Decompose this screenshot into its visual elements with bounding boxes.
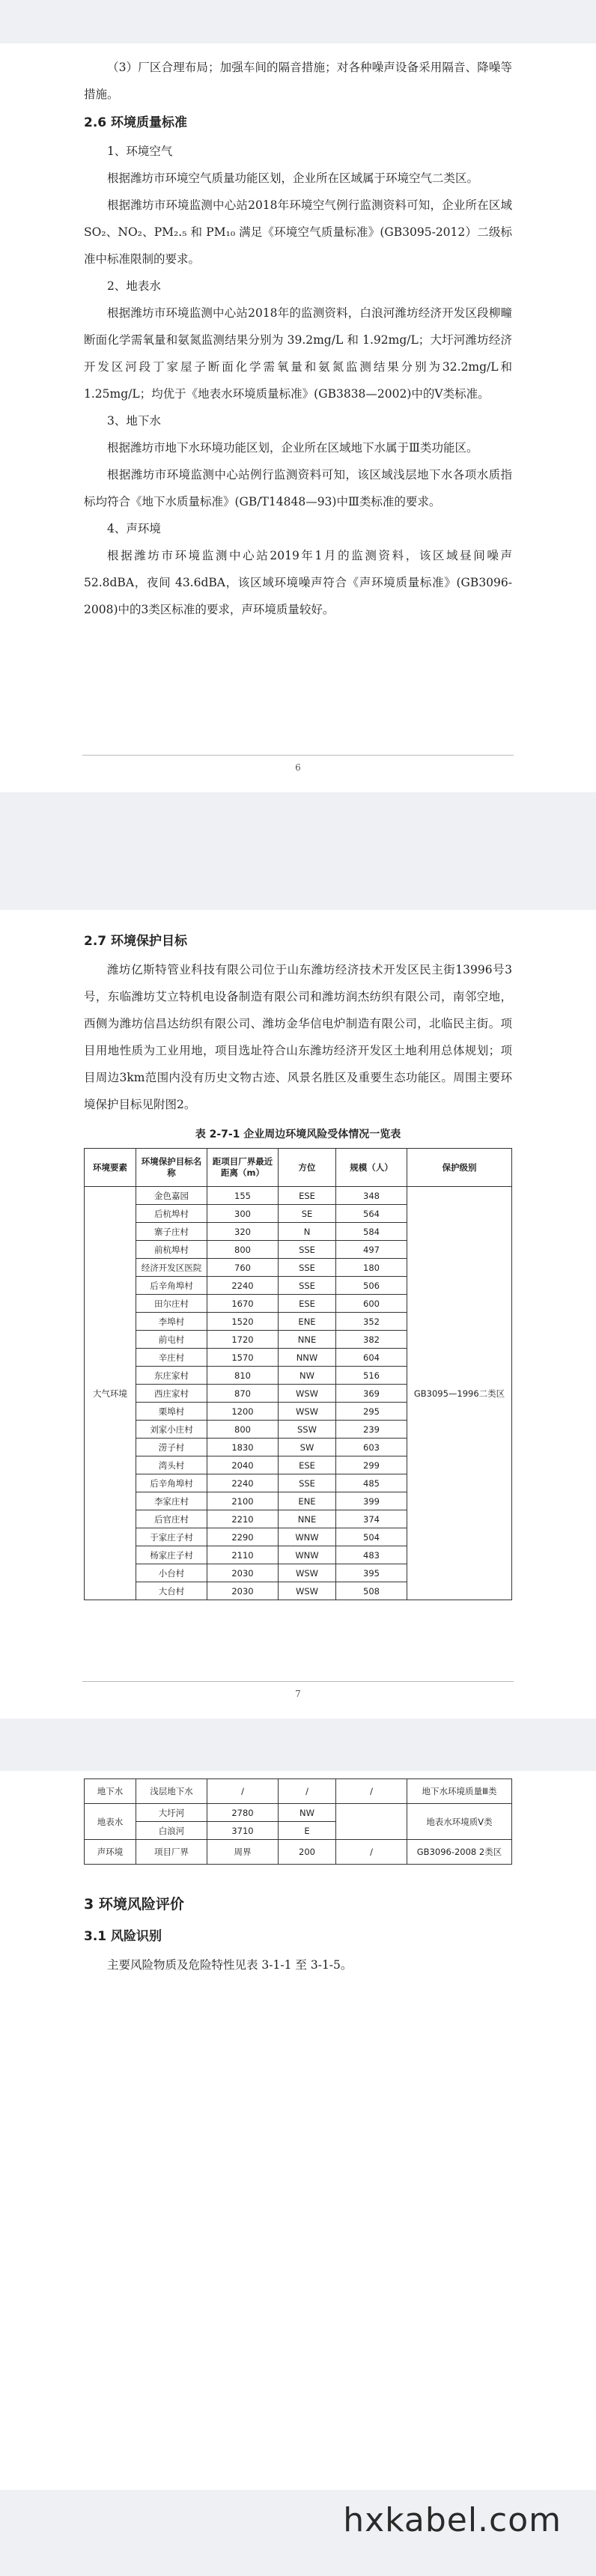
groundwater-heading: 3、地下水 [107, 414, 161, 428]
page-number: 7 [295, 1689, 301, 1699]
cell-distance: 2030 [207, 1582, 279, 1600]
cell-scale: 564 [336, 1205, 407, 1223]
site-watermark: hxkabel.com [343, 2501, 562, 2539]
table-caption: 表 2-7-1 企业周边环境风险受体情况一览表 [195, 1128, 401, 1140]
cell-direction: SSE [279, 1259, 336, 1277]
cell-distance: 2110 [207, 1546, 279, 1564]
receptor-table-continued [84, 1778, 512, 1865]
cell-scale: 299 [336, 1456, 407, 1474]
cell-scale: 382 [336, 1331, 407, 1349]
cell-scale: 295 [336, 1403, 407, 1421]
cell-target: 大圩河 [136, 1804, 207, 1822]
cell-direction: SSE [279, 1241, 336, 1259]
cell-scale: 239 [336, 1421, 407, 1439]
noise-paragraph: 根据潍坊市环境监测中心站2019年1月的监测资料，该区域昼间噪声 52.8dBA，夜间 43.6dBA，该区域环境噪声符合《声环境质量标准》(GB3096-2008)中的3类区标准的要求，声环境质量较好。 [84, 549, 512, 616]
cell-distance: 2240 [207, 1277, 279, 1295]
cell-distance: 2290 [207, 1528, 279, 1546]
cell-distance: 870 [207, 1385, 279, 1403]
table-row [85, 1804, 512, 1822]
cell-distance: 2100 [207, 1492, 279, 1510]
air-rows [85, 1187, 512, 1600]
cell-distance: 800 [207, 1241, 279, 1259]
header-direction: 方位 [279, 1149, 336, 1187]
cell-target: 栗埠村 [136, 1403, 207, 1421]
cell-direction: ENE [279, 1313, 336, 1331]
cell-target: 白浪河 [136, 1822, 207, 1840]
cell-direction: SSW [279, 1421, 336, 1439]
risk-receptor-table [84, 1148, 512, 1600]
header-element: 环境要素 [85, 1149, 136, 1187]
cell-direction: WSW [279, 1582, 336, 1600]
cell-target: 前屯村 [136, 1331, 207, 1349]
cell-distance: 1830 [207, 1439, 279, 1456]
cell-target: 李埠村 [136, 1313, 207, 1331]
chapter-heading-3: 3 环境风险评价 [84, 1896, 184, 1913]
cell-scale: 352 [336, 1313, 407, 1331]
cell-target: 项目厂界 [136, 1840, 207, 1865]
cell-level: 地下水环境质量Ⅲ类 [407, 1779, 512, 1804]
cell-direction: SSE [279, 1277, 336, 1295]
cell-scale [336, 1804, 407, 1840]
cell-scale: 604 [336, 1349, 407, 1367]
cell-target: 前杭埠村 [136, 1241, 207, 1259]
cell-direction: SSE [279, 1474, 336, 1492]
cell-direction: ESE [279, 1456, 336, 1474]
cell-direction: ENE [279, 1492, 336, 1510]
cell-direction: ESE [279, 1187, 336, 1205]
cell-direction: SW [279, 1439, 336, 1456]
cell-scale: 508 [336, 1582, 407, 1600]
cell-direction: 200 [279, 1840, 336, 1865]
footer-rule [82, 1681, 514, 1682]
cell-distance: 800 [207, 1421, 279, 1439]
cell-scale: 180 [336, 1259, 407, 1277]
cell-distance: 1570 [207, 1349, 279, 1367]
intro-paragraph: （3）厂区合理布局；加强车间的隔音措施；对各种噪声设备采用隔音、降噪等措施。 [84, 61, 512, 101]
cell-target: 刘家小庄村 [136, 1421, 207, 1439]
header-scale: 规模（人） [336, 1149, 407, 1187]
cell-direction: NNE [279, 1331, 336, 1349]
cell-scale: 485 [336, 1474, 407, 1492]
cell-target: 小台村 [136, 1564, 207, 1582]
cell-distance: 2030 [207, 1564, 279, 1582]
table-header-row [85, 1149, 512, 1187]
cell-distance: 1520 [207, 1313, 279, 1331]
surface-water-heading: 2、地表水 [107, 279, 161, 293]
document-page-6 [0, 43, 596, 792]
cell-target: 辛庄村 [136, 1349, 207, 1367]
cell-distance: 周界 [207, 1840, 279, 1865]
air-heading: 1、环境空气 [107, 145, 173, 158]
cell-distance: 2780 [207, 1804, 279, 1822]
footer-rule [82, 755, 514, 756]
cell-level: GB3095—1996二类区 [407, 1187, 512, 1600]
cell-distance: 3710 [207, 1822, 279, 1840]
cell-element: 地下水 [85, 1779, 136, 1804]
table-row [85, 1840, 512, 1865]
cell-target: 田尔庄村 [136, 1295, 207, 1313]
cell-element: 声环境 [85, 1840, 136, 1865]
cell-direction: WSW [279, 1403, 336, 1421]
cell-scale: 483 [336, 1546, 407, 1564]
cell-scale: 600 [336, 1295, 407, 1313]
cell-target: 后官庄村 [136, 1510, 207, 1528]
cell-element: 大气环境 [85, 1187, 136, 1600]
cell-target: 后辛角埠村 [136, 1277, 207, 1295]
noise-heading: 4、声环境 [107, 522, 161, 535]
cell-target: 于家庄子村 [136, 1528, 207, 1546]
cell-direction: E [279, 1822, 336, 1840]
section-heading-3-1: 3.1 风险识别 [84, 1929, 162, 1944]
cell-distance: 810 [207, 1367, 279, 1385]
cell-direction: NW [279, 1367, 336, 1385]
cell-target: 寨子庄村 [136, 1223, 207, 1241]
cell-scale: / [336, 1840, 407, 1865]
cell-element: 地表水 [85, 1804, 136, 1840]
cell-distance: 1670 [207, 1295, 279, 1313]
air-paragraph-2: 根据潍坊市环境监测中心站2018年环境空气例行监测资料可知，企业所在区域 SO₂、NO₂、PM₂.₅ 和 PM₁₀ 满足《环境空气质量标准》(GB3095-2012）二级标准中标准限制的要求。 [84, 198, 512, 266]
cell-target: 后辛角埠村 [136, 1474, 207, 1492]
surface-water-paragraph: 根据潍坊市环境监测中心站2018年的监测资料，白浪河潍坊经济开发区段柳疃断面化学需氧量和氨氮监测结果分别为 39.2mg/L 和 1.92mg/L；大圩河潍坊经济开发区河段丁家屋子断面化学需氧量和氨氮监测结果分别为32.2mg/L和1.25mg/L；均优于《地表水环境质量标准》(GB3838—2002)中的Ⅴ类标准。 [84, 306, 512, 401]
cell-target: 浅层地下水 [136, 1779, 207, 1804]
cell-scale: 497 [336, 1241, 407, 1259]
cell-distance: 300 [207, 1205, 279, 1223]
cell-direction: WNW [279, 1528, 336, 1546]
cell-direction: NNE [279, 1510, 336, 1528]
section-heading-2-7: 2.7 环境保护目标 [84, 934, 188, 949]
cell-direction: SE [279, 1205, 336, 1223]
cell-distance: 155 [207, 1187, 279, 1205]
document-page-7 [0, 910, 596, 1719]
cell-target: 涝子村 [136, 1439, 207, 1456]
cell-distance: 320 [207, 1223, 279, 1241]
cell-target: 金色嘉园 [136, 1187, 207, 1205]
cell-target: 大台村 [136, 1582, 207, 1600]
cell-scale: 516 [336, 1367, 407, 1385]
cell-direction: N [279, 1223, 336, 1241]
header-level: 保护级别 [407, 1149, 512, 1187]
cell-distance: / [207, 1779, 279, 1804]
cell-direction: NW [279, 1804, 336, 1822]
cell-direction: WNW [279, 1546, 336, 1564]
cell-distance: 2210 [207, 1510, 279, 1528]
cell-target: 后杭埠村 [136, 1205, 207, 1223]
cell-scale: 584 [336, 1223, 407, 1241]
cell-direction: / [279, 1779, 336, 1804]
cell-direction: WSW [279, 1385, 336, 1403]
cell-level: GB3096-2008 2类区 [407, 1840, 512, 1865]
cell-scale: 506 [336, 1277, 407, 1295]
cell-target: 杨家庄子村 [136, 1546, 207, 1564]
cell-target: 湾头村 [136, 1456, 207, 1474]
cell-scale: 374 [336, 1510, 407, 1528]
protection-target-paragraph: 潍坊亿斯特管业科技有限公司位于山东潍坊经济技术开发区民主街13996号3号，东临潍坊艾立特机电设备制造有限公司和潍坊润杰纺织有限公司，南邻空地，西侧为潍坊信昌达纺织有限公司、潍坊金华信电炉制造有限公司，北临民主街。项目用地性质为工业用地，项目选址符合山东潍坊经济开发区土地利用总体规划；项目周边3km范围内没有历史文物古迹、风景名胜区及重要生态功能区。周围主要环境保护目标见附图2。 [84, 963, 512, 1111]
cell-scale: 603 [336, 1439, 407, 1456]
page-number: 6 [295, 762, 301, 773]
cell-target: 东庄家村 [136, 1367, 207, 1385]
document-page-8 [0, 1771, 596, 2490]
cell-scale: 504 [336, 1528, 407, 1546]
cell-scale: 399 [336, 1492, 407, 1510]
cell-distance: 760 [207, 1259, 279, 1277]
cell-scale: 348 [336, 1187, 407, 1205]
cell-distance: 1720 [207, 1331, 279, 1349]
cell-distance: 2040 [207, 1456, 279, 1474]
risk-identification-paragraph: 主要风险物质及危险特性见表 3-1-1 至 3-1-5。 [107, 1958, 353, 1972]
section-heading-2-6: 2.6 环境质量标准 [84, 115, 188, 130]
cell-target: 西庄家村 [136, 1385, 207, 1403]
cell-direction: NNW [279, 1349, 336, 1367]
cell-scale: 395 [336, 1564, 407, 1582]
cell-target: 经济开发区医院 [136, 1259, 207, 1277]
cell-scale: / [336, 1779, 407, 1804]
groundwater-paragraph-2: 根据潍坊市环境监测中心站例行监测资料可知，该区域浅层地下水各项水质指标均符合《地下水质量标准》(GB/T14848—93)中Ⅲ类标准的要求。 [84, 468, 512, 508]
air-paragraph-1: 根据潍坊市环境空气质量功能区划，企业所在区域属于环境空气二类区。 [107, 171, 479, 185]
cell-direction: WSW [279, 1564, 336, 1582]
table-row [85, 1779, 512, 1804]
groundwater-paragraph-1: 根据潍坊市地下水环境功能区划，企业所在区域地下水属于Ⅲ类功能区。 [107, 441, 478, 455]
cell-distance: 1200 [207, 1403, 279, 1421]
cell-level: 地表水环境质Ⅴ类 [407, 1804, 512, 1840]
cell-distance: 2240 [207, 1474, 279, 1492]
header-target: 环境保护目标名称 [136, 1149, 207, 1187]
cell-scale: 369 [336, 1385, 407, 1403]
header-distance: 距项目厂界最近距离（m） [207, 1149, 279, 1187]
cell-target: 李家庄村 [136, 1492, 207, 1510]
cell-direction: ESE [279, 1295, 336, 1313]
table-row [85, 1187, 512, 1205]
